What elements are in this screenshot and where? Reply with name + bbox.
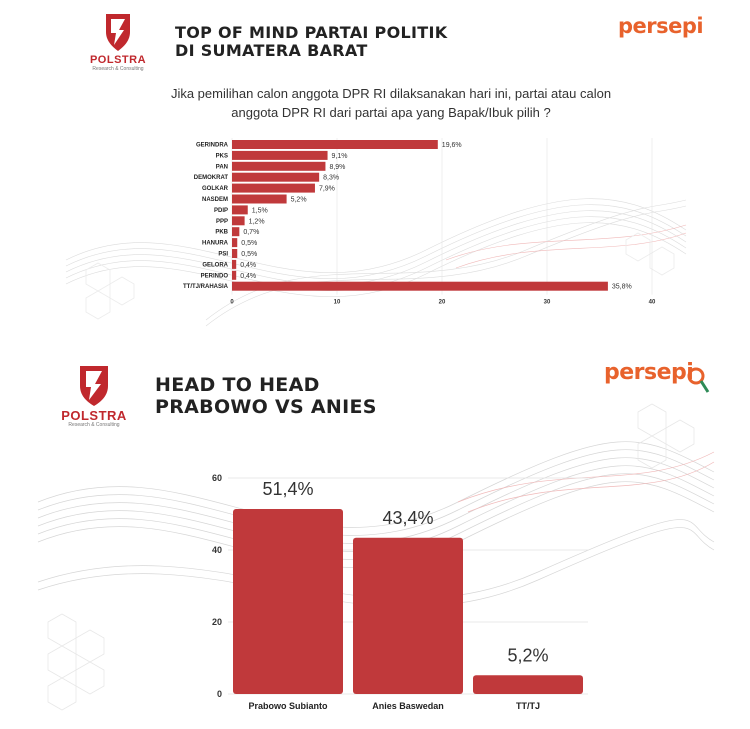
category-label: PKS xyxy=(215,153,228,160)
y-tick-label: 20 xyxy=(211,617,222,627)
logo-wordmark: POLSTRA xyxy=(61,408,127,423)
data-label: 8,3% xyxy=(323,174,340,182)
bar xyxy=(232,249,237,258)
bar xyxy=(232,227,239,236)
x-tick-label: 40 xyxy=(648,299,656,306)
bar xyxy=(233,509,343,694)
category-label: DEMOKRAT xyxy=(193,175,228,182)
data-label: 9,1% xyxy=(331,152,348,160)
data-label: 0,7% xyxy=(243,229,260,237)
bar xyxy=(232,140,438,149)
data-label: 5,2% xyxy=(507,645,549,666)
party-chart-panel xyxy=(66,0,704,326)
title-line-2: DI SUMATERA BARAT xyxy=(175,41,368,61)
bar xyxy=(232,205,248,214)
data-label: 7,9% xyxy=(318,185,335,193)
data-label: 5,2% xyxy=(290,196,307,204)
bar xyxy=(473,675,583,694)
category-label: PAN xyxy=(215,164,228,171)
y-tick-label: 40 xyxy=(211,545,222,555)
data-label: 51,4% xyxy=(262,478,314,499)
data-label: 1,5% xyxy=(251,207,268,215)
bar xyxy=(232,162,325,171)
logo-tagline: Research & Consulting xyxy=(92,66,144,72)
bar xyxy=(353,538,463,694)
title-line-1: TOP OF MIND PARTAI POLITIK xyxy=(175,23,448,42)
bar xyxy=(232,216,245,225)
bar xyxy=(232,151,328,160)
category-label: NASDEM xyxy=(201,197,228,203)
data-label: 0,5% xyxy=(241,240,258,248)
bar xyxy=(232,173,319,182)
x-tick-label: 10 xyxy=(333,299,341,306)
data-label: 8,9% xyxy=(329,163,346,171)
partner-logo: persepi xyxy=(604,360,694,385)
category-label: TT/TJ xyxy=(516,701,540,711)
category-label: HANURA xyxy=(202,240,228,247)
category-label: PDIP xyxy=(213,207,228,214)
data-label: 0,5% xyxy=(241,251,258,258)
partner-logo: persepi xyxy=(618,14,704,38)
x-tick-label: 0 xyxy=(230,299,234,306)
data-label: 1,2% xyxy=(248,218,265,226)
bar xyxy=(232,195,287,204)
bar xyxy=(232,238,237,247)
category-label: PPP xyxy=(215,218,228,225)
title-line-2: PRABOWO VS ANIES xyxy=(155,395,377,418)
bar xyxy=(232,282,608,291)
question-line-1: Jika pemilihan calon anggota DPR RI dilaksanakan hari ini, partai atau calon xyxy=(170,86,612,101)
bar xyxy=(232,260,236,269)
category-label: GELORA xyxy=(202,262,228,269)
data-label: 0,4% xyxy=(240,272,257,280)
logo-wordmark: POLSTRA xyxy=(89,54,147,66)
category-label: Anies Baswedan xyxy=(372,701,444,711)
bar xyxy=(232,271,236,280)
bar xyxy=(232,184,315,193)
category-label: PERINDO xyxy=(200,273,228,280)
head-to-head-bar-chart xyxy=(38,352,714,729)
data-label: 43,4% xyxy=(382,507,434,528)
y-tick-label: 0 xyxy=(216,689,222,699)
title-line-1: HEAD TO HEAD xyxy=(155,374,320,396)
head-to-head-panel xyxy=(38,352,714,729)
data-label: 35,8% xyxy=(611,283,632,291)
party-bar-chart xyxy=(66,0,686,326)
logo-tagline: Research & Consulting xyxy=(68,422,120,428)
category-label: GERINDRA xyxy=(195,142,228,149)
data-label: 0,4% xyxy=(240,261,257,269)
question-line-2: anggota DPR RI dari partai apa yang Bapak/Ibuk pilih ? xyxy=(231,105,551,120)
category-label: PKB xyxy=(215,229,228,236)
category-label: TT/TJ/RAHASIA xyxy=(183,284,228,291)
category-label: PSI xyxy=(218,251,228,258)
x-tick-label: 30 xyxy=(543,299,551,306)
category-label: GOLKAR xyxy=(202,186,228,193)
y-tick-label: 60 xyxy=(211,473,222,483)
data-label: 19,6% xyxy=(441,142,462,149)
x-tick-label: 20 xyxy=(438,299,446,306)
category-label: Prabowo Subianto xyxy=(248,701,328,711)
